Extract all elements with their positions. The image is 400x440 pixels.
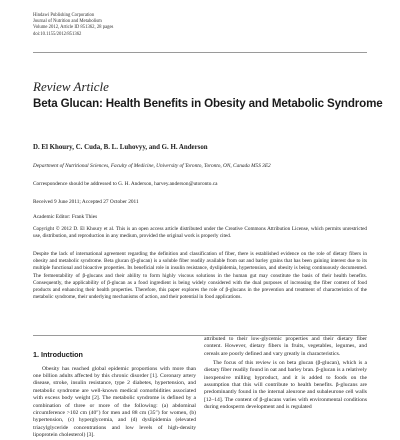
abstract: Despite the lack of international agreement regarding the definition and classification of fiber, there is established evidence on the role of dietary fibers in obesity and metabolic syndrome. Beta glucan (β-glucan) is a soluble fiber readily available from oat and barley grains that has been gaining interest due to its multiple functional and bioactive properties. Its beneficial role in insulin resistance, dyslipidemia, hypertension, and obesity is being continuously documented. The fermentability of β-glucans and their ability to form highly viscous solutions in the human gut may constitute the basis of their health benefits. Consequently, the applicability of β-glucan as a food ingredient is being widely considered with the dual purposes of increasing the fiber content of food products and enhancing their health properties. Therefore, this paper explores the role of β-glucans in the prevention and treatment of characteristics of the metabolic syndrome, their underlying mechanisms of action, and their potential in food applications. xyxy=(33,251,367,301)
article-dates: Received 9 June 2011; Accepted 27 October 2011 xyxy=(33,199,139,205)
article-type: Review Article xyxy=(33,79,109,94)
section-heading: 1. Introduction xyxy=(33,350,83,359)
journal-header xyxy=(33,13,113,38)
copyright-notice: Copyright © 2012 D. El Khoury et al. This is an open access article distributed under the Creative Commons Attribution License, which permits unrestricted use, distribution, and reproduction in any medium, provided the original work is properly cited. xyxy=(33,226,367,239)
academic-editor: Academic Editor: Frank Thies xyxy=(33,214,98,220)
author-list: D. El Khoury, C. Cuda, B. L. Luhovyy, and G. H. Anderson xyxy=(33,144,208,151)
intro-paragraph-focus: The focus of this review is on beta glucan (β-glucan), which is a dietary fiber readily found in oat and barley bran. β-glucan is a relatively inexpensive milling byproduct, and it is added to foods on the assumption that this will contribute to health benefits. β-glucans are predominantly found in the internal aleurone and subaleurone cell walls [12–14]. The content of β-glucans varies with environmental conditions during endosperm development and is regulated xyxy=(204,359,367,411)
doi-line[interactable]: doi:10.1155/2012/851362 xyxy=(33,31,82,37)
affiliation: Department of Nutritional Sciences, Faculty of Medicine, University of Toronto, Toronto, ON, Canada M5S 3E2 xyxy=(33,163,271,169)
intro-continuation: attributed to their low-glycemic properties and their dietary fiber content. However, dietary fibers in fruits, vegetables, legumes, and cereals are poorly defined and vary greatly in characteristics. xyxy=(204,336,367,357)
intro-paragraph-1: Obesity has reached global epidemic proportions with more than one billion adults affected by this chronic disorder [1]. Coronary artery disease, stroke, insulin resistance, type 2 diabetes, hypertension, and metabolic syndrome are well-known medical comorbidities associated with excess body weight [2]. The metabolic syndrome is defined by a combination of three or more of the following: (a) abdominal circumference >102 cm (40″) for men and 88 cm (35″) for women, (b) hypertension, (c) hyperglycemia, and (d) dyslipidemia (elevated triacylglyceride concentrations and low levels of high-density lipoprotein cholesterol) [3]. xyxy=(33,365,196,439)
journal-name: Journal of Nutrition and Metabolism xyxy=(33,19,102,25)
volume-line: Volume 2012, Article ID 851362, 28 pages xyxy=(33,25,114,31)
header-divider xyxy=(33,52,367,53)
right-column-text xyxy=(204,336,367,411)
article-title: Beta Glucan: Health Benefits in Obesity and Metabolic Syndrome xyxy=(33,97,383,110)
left-column-text xyxy=(33,364,196,439)
correspondence: Correspondence should be addressed to G. H. Anderson, harvey.anderson@utoronto.ca xyxy=(33,181,218,187)
publisher-line: Hindawi Publishing Corporation xyxy=(33,13,95,18)
